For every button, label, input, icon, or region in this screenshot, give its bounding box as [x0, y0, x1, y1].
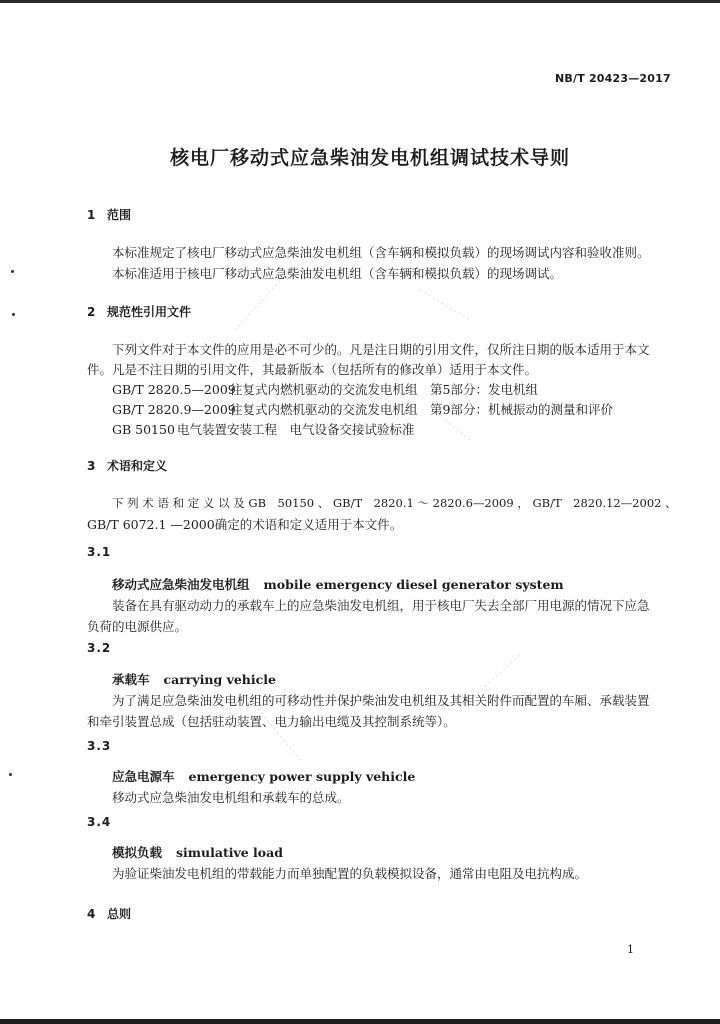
section-1-heading: [87, 206, 131, 223]
section-number: 2: [87, 305, 96, 319]
page-number: 1: [627, 943, 634, 956]
section-number: 1: [87, 208, 96, 222]
scope-paragraph-2: 本标准适用于核电厂移动式应急柴油发电机组（含车辆和模拟负载）的现场调试。: [112, 266, 563, 281]
scan-speck: [12, 313, 15, 316]
section-title: 总则: [107, 907, 132, 921]
reference-code: GB 50150: [112, 422, 175, 437]
reference-item: [112, 380, 538, 398]
term-chinese: 模拟负载: [112, 845, 163, 860]
reference-title: 往复式内燃机驱动的交流发电机组 第5部分：发电机组: [230, 382, 538, 397]
term-heading: [112, 575, 564, 593]
term-chinese: 应急电源车: [112, 769, 175, 784]
reference-title: 电气装置安装工程 电气设备交接试验标准: [177, 422, 415, 437]
term-number: 3.1: [87, 545, 112, 559]
term-english: carrying vehicle: [163, 672, 276, 687]
terms-intro-line-1: 下 列 术 语 和 定 义 以 及 GB 50150 、 GB/T 2820.1 ～ 2820.6—2009 ， GB/T 2820.12—2002 、: [112, 496, 677, 510]
references-intro-line-1: 下列文件对于本文件的应用是必不可少的。凡是注日期的引用文件，仅所注日期的版本适用于本文: [112, 342, 650, 357]
term-heading: [112, 843, 283, 861]
term-definition-line-2: 负荷的电源供应。: [87, 619, 188, 634]
term-number: 3.3: [87, 739, 112, 753]
reference-code: GB/T 2820.5—2009: [112, 382, 236, 397]
term-number: 3.4: [87, 815, 112, 829]
section-2-heading: [87, 303, 191, 320]
standard-code: NB/T 20423—2017: [555, 72, 671, 85]
term-english: simulative load: [176, 845, 283, 860]
scope-paragraph-1: 本标准规定了核电厂移动式应急柴油发电机组（含车辆和模拟负载）的现场调试内容和验收准则。: [112, 245, 650, 260]
section-4-heading: [87, 905, 131, 922]
term-heading: [112, 767, 415, 785]
section-title: 范围: [107, 208, 132, 222]
term-definition-line-1: 为验证柴油发电机组的带载能力而单独配置的负载模拟设备，通常由电阻及电抗构成。: [112, 866, 588, 881]
section-title: 规范性引用文件: [107, 305, 192, 319]
term-chinese: 移动式应急柴油发电机组: [112, 577, 250, 592]
scan-edge-bottom: [0, 1019, 720, 1024]
term-definition-line-1: 装备在具有驱动动力的承载车上的应急柴油发电机组，用于核电厂失去全部厂用电源的情况下应急: [112, 598, 650, 613]
section-number: 4: [87, 907, 96, 921]
reference-item: [112, 420, 415, 438]
term-heading: [112, 670, 276, 688]
term-english: emergency power supply vehicle: [188, 769, 416, 784]
section-title: 术语和定义: [107, 459, 168, 473]
term-number: 3.2: [87, 641, 112, 655]
term-definition-line-1: 为了满足应急柴油发电机组的可移动性并保护柴油发电机组及其相关附件而配置的车厢、承载装置: [112, 693, 650, 708]
reference-code: GB/T 2820.9—2009: [112, 402, 236, 417]
term-definition-line-2: 和牵引装置总成（包括驻动装置、电力输出电缆及其控制系统等）。: [87, 714, 456, 729]
term-definition-line-1: 移动式应急柴油发电机组和承载车的总成。: [112, 790, 350, 805]
terms-intro-line-2: GB/T 6072.1 —2000确定的术语和定义适用于本文件。: [87, 517, 403, 532]
document-title: 核电厂移动式应急柴油发电机组调试技术导则: [170, 147, 571, 169]
scan-speck: [9, 773, 12, 776]
term-chinese: 承载车: [112, 672, 150, 687]
reference-item: [112, 400, 613, 418]
section-number: 3: [87, 459, 96, 473]
section-3-heading: [87, 457, 167, 474]
term-english: mobile emergency diesel generator system: [263, 577, 564, 592]
reference-title: 往复式内燃机驱动的交流发电机组 第9部分：机械振动的测量和评价: [230, 402, 613, 417]
references-intro-line-2: 件。凡是不注日期的引用文件，其最新版本（包括所有的修改单）适用于本文件。: [87, 362, 538, 377]
scan-speck: [11, 270, 14, 273]
